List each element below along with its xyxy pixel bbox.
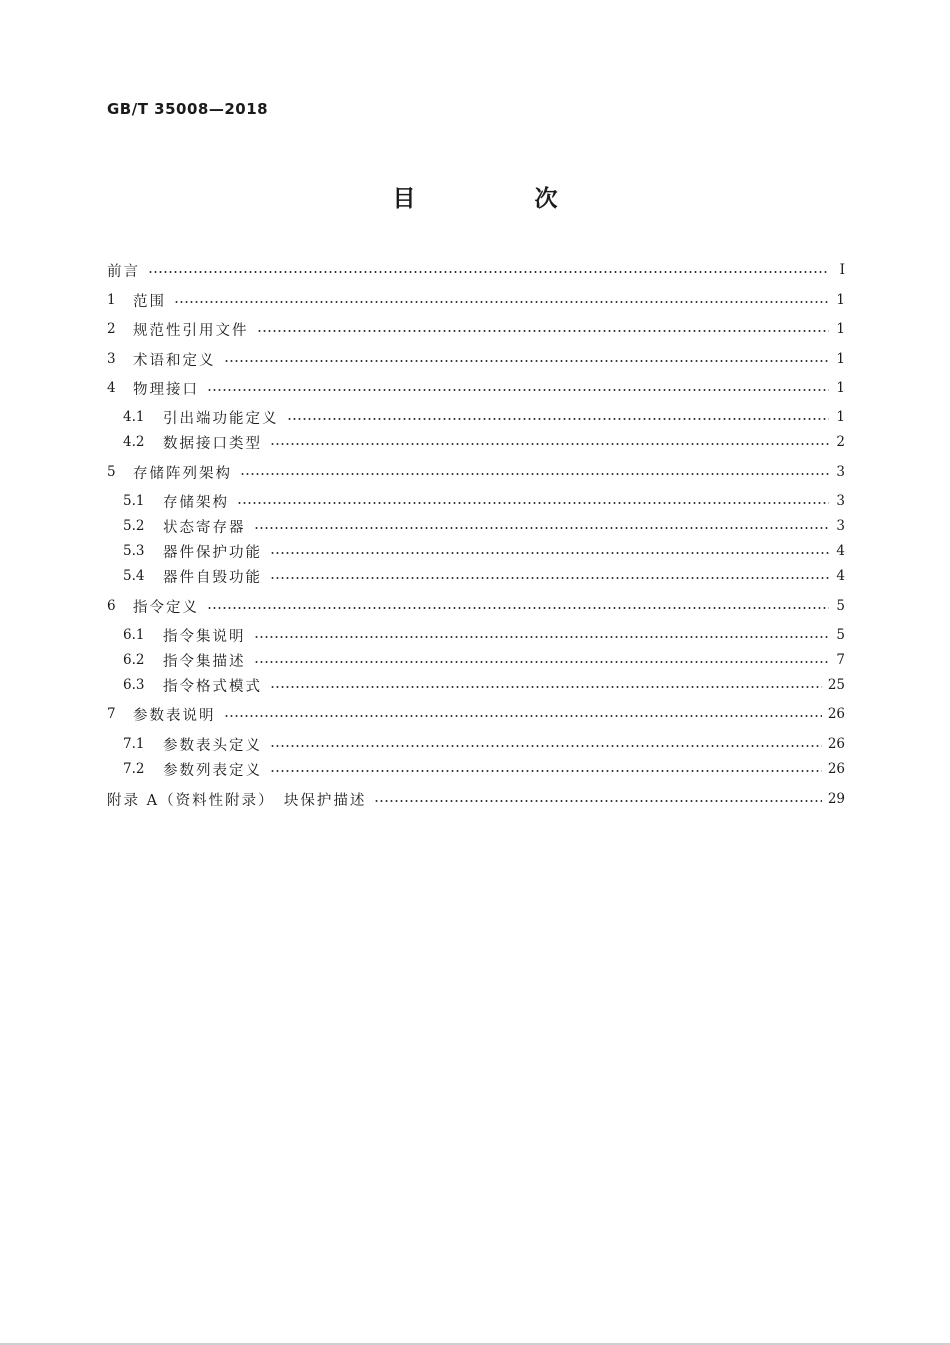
toc-entry-number: 6.3 xyxy=(123,677,145,693)
toc-entry-number: 1 xyxy=(107,292,116,308)
toc-entry-number: 4.1 xyxy=(123,409,145,425)
dot-leader xyxy=(257,330,830,332)
toc-entry-5-1[interactable] xyxy=(123,489,845,513)
dot-leader xyxy=(270,552,829,554)
toc-entry-page: 3 xyxy=(836,464,845,480)
toc-entry-6-1[interactable] xyxy=(123,623,845,647)
dot-leader xyxy=(207,389,829,391)
toc-entry-number: 4 xyxy=(107,380,116,396)
page-title: 目 次 xyxy=(392,186,606,212)
toc-entry-number: 5 xyxy=(107,464,116,480)
standard-code: GB/T 35008—2018 xyxy=(107,100,269,118)
toc-entry-title: 物理接口 xyxy=(133,381,199,398)
toc-entry-page: 26 xyxy=(827,761,845,777)
toc-entry-5-3[interactable] xyxy=(123,539,845,563)
toc-entry-7-2[interactable] xyxy=(123,757,845,781)
toc-entry-title: 器件保护功能 xyxy=(163,544,262,561)
toc-entry-title: 参数表头定义 xyxy=(163,737,262,754)
toc-entry-number: 5.2 xyxy=(123,518,145,534)
dot-leader xyxy=(254,636,830,638)
toc-entry-page: Ⅰ xyxy=(839,262,845,278)
dot-leader xyxy=(270,770,822,772)
toc-entry-foreword[interactable] xyxy=(107,258,845,282)
dot-leader xyxy=(270,686,822,688)
toc-entry-title: 指令格式模式 xyxy=(163,678,262,695)
toc-entry-6-3[interactable] xyxy=(123,673,845,697)
toc-entry-title: 引出端功能定义 xyxy=(163,410,279,427)
toc-entry-title: 参数表说明 xyxy=(133,707,216,724)
toc-entry-number: 6.2 xyxy=(123,652,145,668)
toc-entry-number: 5.1 xyxy=(123,493,145,509)
toc-entry-number: 6.1 xyxy=(123,627,145,643)
toc-entry-number: 5.4 xyxy=(123,568,145,584)
toc-entry-4-1[interactable] xyxy=(123,405,845,429)
toc-entry-4[interactable] xyxy=(107,376,845,400)
toc-entry-page: 1 xyxy=(836,409,845,425)
dot-leader xyxy=(148,271,829,273)
toc-entry-6[interactable] xyxy=(107,594,845,618)
toc-entry-page: 4 xyxy=(836,543,845,559)
toc-entry-page: 1 xyxy=(836,380,845,396)
dot-leader xyxy=(254,527,830,529)
toc-entry-title: 状态寄存器 xyxy=(163,519,246,536)
toc-entry-number: 7.1 xyxy=(123,736,145,752)
toc-entry-appendix-a[interactable] xyxy=(107,787,845,811)
toc-entry-number: 2 xyxy=(107,321,116,337)
toc-entry-page: 1 xyxy=(836,351,845,367)
toc-entry-page: 4 xyxy=(836,568,845,584)
toc-entry-page: 2 xyxy=(836,434,845,450)
dot-leader xyxy=(254,661,830,663)
toc-entry-6-2[interactable] xyxy=(123,648,845,672)
toc-entry-page: 7 xyxy=(836,652,845,668)
dot-leader xyxy=(270,745,822,747)
toc-entry-page: 1 xyxy=(836,321,845,337)
dot-leader xyxy=(240,473,829,475)
dot-leader xyxy=(224,715,822,717)
toc-entry-number: 5.3 xyxy=(123,543,145,559)
toc-entry-page: 5 xyxy=(836,627,845,643)
dot-leader xyxy=(224,360,830,362)
dot-leader xyxy=(174,301,829,303)
toc-entry-title: 范围 xyxy=(133,293,166,310)
toc-entry-title: 数据接口类型 xyxy=(163,435,262,452)
toc-entry-page: 26 xyxy=(827,736,845,752)
toc-entry-number: 4.2 xyxy=(123,434,145,450)
toc-entry-number: 7 xyxy=(107,706,116,722)
toc-entry-page: 3 xyxy=(836,518,845,534)
toc-entry-title: 指令集说明 xyxy=(163,628,246,645)
toc-entry-5[interactable] xyxy=(107,460,845,484)
toc-entry-title: 规范性引用文件 xyxy=(133,322,249,339)
dot-leader xyxy=(287,418,830,420)
toc-entry-title: 术语和定义 xyxy=(133,352,216,369)
toc-entry-7-1[interactable] xyxy=(123,732,845,756)
toc-entry-title: 附录 A（资料性附录） 块保护描述 xyxy=(107,792,367,809)
toc-entry-1[interactable] xyxy=(107,288,845,312)
toc-entry-5-2[interactable] xyxy=(123,514,845,538)
dot-leader xyxy=(270,443,829,445)
toc-entry-title: 参数列表定义 xyxy=(163,762,262,779)
toc-entry-4-2[interactable] xyxy=(123,430,845,454)
toc-entry-number: 6 xyxy=(107,598,116,614)
toc-entry-title: 存储阵列架构 xyxy=(133,465,232,482)
toc-entry-5-4[interactable] xyxy=(123,564,845,588)
toc-entry-page: 29 xyxy=(827,791,845,807)
toc-entry-page: 5 xyxy=(836,598,845,614)
toc-entry-number: 3 xyxy=(107,351,116,367)
toc-entry-page: 26 xyxy=(827,706,845,722)
dot-leader xyxy=(237,502,829,504)
toc-entry-7[interactable] xyxy=(107,702,845,726)
toc-entry-page: 25 xyxy=(827,677,845,693)
toc-entry-title: 指令集描述 xyxy=(163,653,246,670)
toc-entry-title: 指令定义 xyxy=(133,599,199,616)
toc-entry-title: 存储架构 xyxy=(163,494,229,511)
toc-entry-title: 前言 xyxy=(107,263,140,280)
dot-leader xyxy=(374,800,821,802)
dot-leader xyxy=(207,607,829,609)
toc-entry-3[interactable] xyxy=(107,347,845,371)
toc-entry-page: 1 xyxy=(836,292,845,308)
toc-entry-number: 7.2 xyxy=(123,761,145,777)
toc-entry-page: 3 xyxy=(836,493,845,509)
dot-leader xyxy=(270,577,829,579)
toc-entry-2[interactable] xyxy=(107,317,845,341)
toc-entry-title: 器件自毁功能 xyxy=(163,569,262,586)
